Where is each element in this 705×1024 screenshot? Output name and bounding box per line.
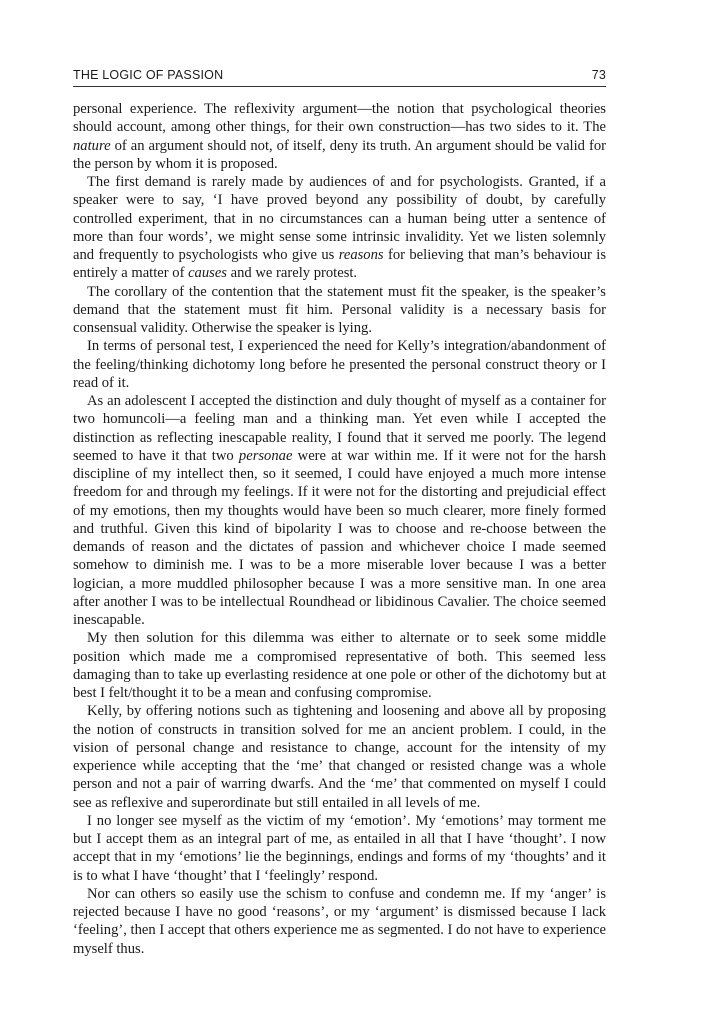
body-text xyxy=(73,100,606,958)
paragraph-9: Nor can others so easily use the schism to confuse and condemn me. If my ‘anger’ is rejected because I have no good ‘reasons’, or my ‘argument’ is dismissed because I lack ‘feeling’, then I accept that others experience me as segmented. I do not have to experience myself thus. xyxy=(73,885,606,957)
book-page xyxy=(73,68,606,958)
running-header xyxy=(73,68,606,87)
paragraph-3: The corollary of the contention that the statement must fit the speaker, is the speaker’s demand that the statement must fit him. Personal validity is a necessary basis for consensual validity. Otherwise the speaker is lying. xyxy=(73,283,606,336)
paragraph-4: In terms of personal test, I experienced the need for Kelly’s integration/abandonment of the feeling/thinking dichotomy long before he presented the personal construct theory or I read of it. xyxy=(73,338,606,391)
paragraph-6: My then solution for this dilemma was either to alternate or to seek some middle position which made me a compromised representative of both. This seemed less damaging than to take up everlasting residence at one pole or other of the dichotomy but at best I felt/thought it to be a mean and confusing compromise. xyxy=(73,630,606,701)
paragraph-5: As an adolescent I accepted the distinction and duly thought of myself as a container for two homuncoli—a feeling man and a thinking man. Yet even while I accepted the distinction as reflecting inescapable reality, I found that it served me poorly. The legend seemed to have it that two personae were at war within me. If it were not for the harsh discipline of my intellect then, so it seemed, I could have enjoyed a much more intense freedom for and through my feelings. If it were not for the distorting and prejudicial effect of my emotions, then my thoughts would have been so much clearer, more finely formed and truthful. Given this kind of bipolarity I was to choose and re-choose between the demands of reason and the dictates of passion and whichever choice I made seemed somehow to diminish me. I was to be a more miserable lover because I was a better logician, a more muddled philosopher because I was a more sensitive man. In one area after another I was to be intellectual Roundhead or libidinous Cavalier. The choice seemed inescapable. xyxy=(73,393,607,628)
paragraph-1: personal experience. The reflexivity argument—the notion that psychological theories should account, among other things, for their own construction—has two sides to it. The nature of an argument should not, of itself, deny its truth. An argument should be valid for the person by whom it is proposed. xyxy=(73,101,606,172)
paragraph-2: The first demand is rarely made by audiences of and for psychologists. Granted, if a speaker were to say, ‘I have proved beyond any possibility of doubt, by carefully controlled experiment, that in no circumstances can a human being utter a sentence of more than four words’, we might sense some intrinsic invalidity. Yet we listen solemnly and frequently to psychologists who give us reasons for believing that man’s behaviour is entirely a matter of causes and we rarely protest. xyxy=(73,174,606,282)
page-number: 73 xyxy=(591,68,606,82)
paragraph-7: Kelly, by offering notions such as tightening and loosening and above all by proposing the notion of constructs in transition solved for me an ancient problem. I could, in the vision of personal change and resistance to change, account for the intensity of my experience while accepting that the ‘me’ that changed or resisted change was a whole person and not a pair of warring dwarfs. And the ‘me’ that commented on myself I could see as reflexive and superordinate but still entailed in all levels of me. xyxy=(73,703,606,811)
running-title: THE LOGIC OF PASSION xyxy=(73,68,224,82)
paragraph-8: I no longer see myself as the victim of my ‘emotion’. My ‘emotions’ may torment me but I accept them as an integral part of me, as entailed in all that I have ‘thought’. I now accept that in my ‘emotions’ lie the beginnings, endings and forms of my ‘thoughts’ and it is to what I have ‘thought’ that I ‘feelingly’ respond. xyxy=(73,812,606,884)
